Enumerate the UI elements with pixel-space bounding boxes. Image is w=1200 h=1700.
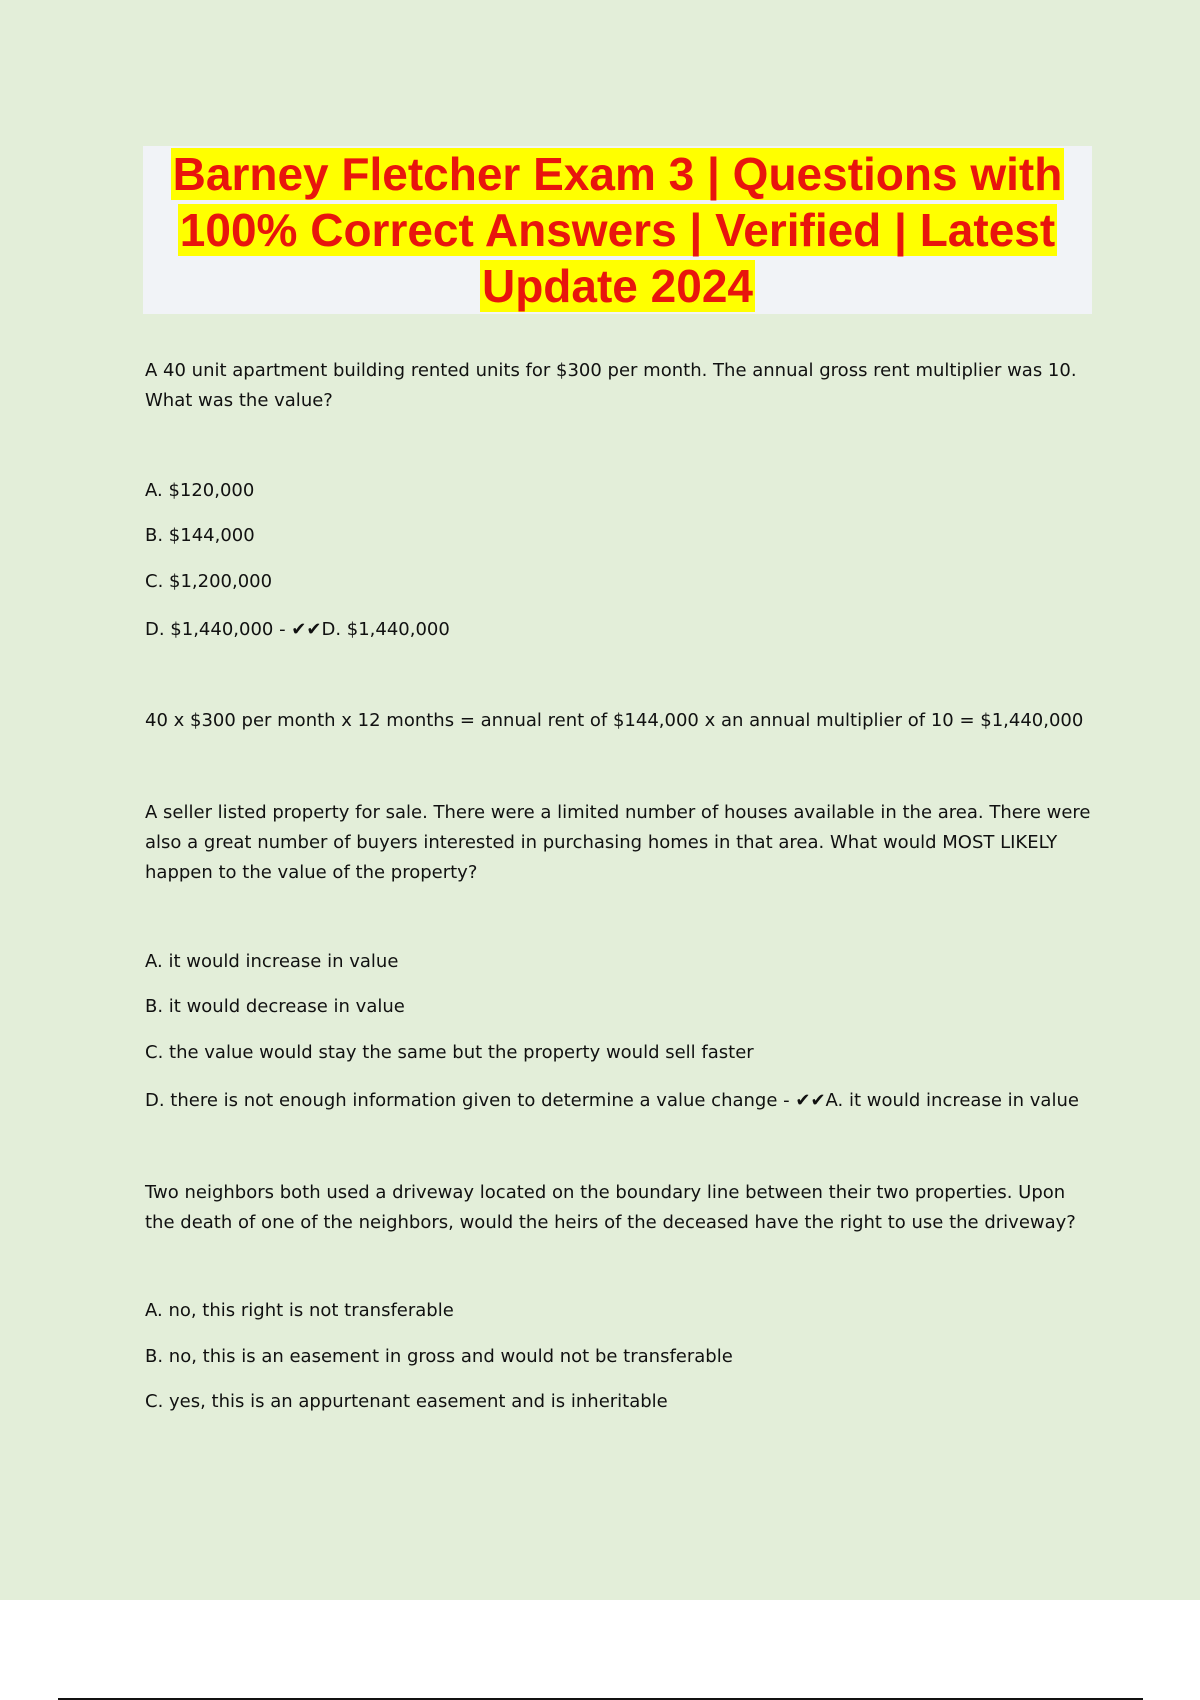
question-1-option-c: C. $1,200,000 bbox=[145, 571, 273, 592]
document-title bbox=[143, 146, 1092, 314]
question-3-text: Two neighbors both used a driveway located on the boundary line between their two properties. Upon the death of one of the neighbors, would the heirs of the deceased have the right to use the driveway? bbox=[145, 1182, 1076, 1233]
question-1-option-a: A. $120,000 bbox=[145, 480, 255, 501]
question-2-option-d-answer: D. there is not enough information given to determine a value change - ✔✔A. it would increase in value bbox=[145, 1090, 1079, 1111]
question-1-text: A 40 unit apartment building rented units for $300 per month. The annual gross rent multiplier was 10. What was the value? bbox=[145, 360, 1077, 411]
question-2-text: A seller listed property for sale. There were a limited number of houses available in the area. There were also a great number of buyers interested in purchasing homes in that area. What would MOST LIKELY happen to the value of the property? bbox=[145, 802, 1091, 883]
question-2-option-c: C. the value would stay the same but the property would sell faster bbox=[145, 1042, 754, 1063]
question-1-option-d-answer: D. $1,440,000 - ✔✔D. $1,440,000 bbox=[145, 619, 450, 640]
question-2-option-a: A. it would increase in value bbox=[145, 951, 399, 972]
question-1-explanation: 40 x $300 per month x 12 months = annual rent of $144,000 x an annual multiplier of 10 = $1,440,000 bbox=[145, 710, 1084, 731]
title-line-2: 100% Correct Answers | Verified | Latest bbox=[179, 204, 1056, 256]
question-1-option-b: B. $144,000 bbox=[145, 525, 255, 546]
title-line-1: Barney Fletcher Exam 3 | Questions with bbox=[172, 148, 1063, 200]
question-3-option-b: B. no, this is an easement in gross and would not be transferable bbox=[145, 1346, 733, 1367]
title-box bbox=[143, 146, 1092, 314]
question-3-option-a: A. no, this right is not transferable bbox=[145, 1300, 454, 1321]
question-3-option-c: C. yes, this is an appurtenant easement and is inheritable bbox=[145, 1391, 668, 1412]
title-line-3: Update 2024 bbox=[481, 260, 753, 312]
question-2-option-b: B. it would decrease in value bbox=[145, 996, 405, 1017]
